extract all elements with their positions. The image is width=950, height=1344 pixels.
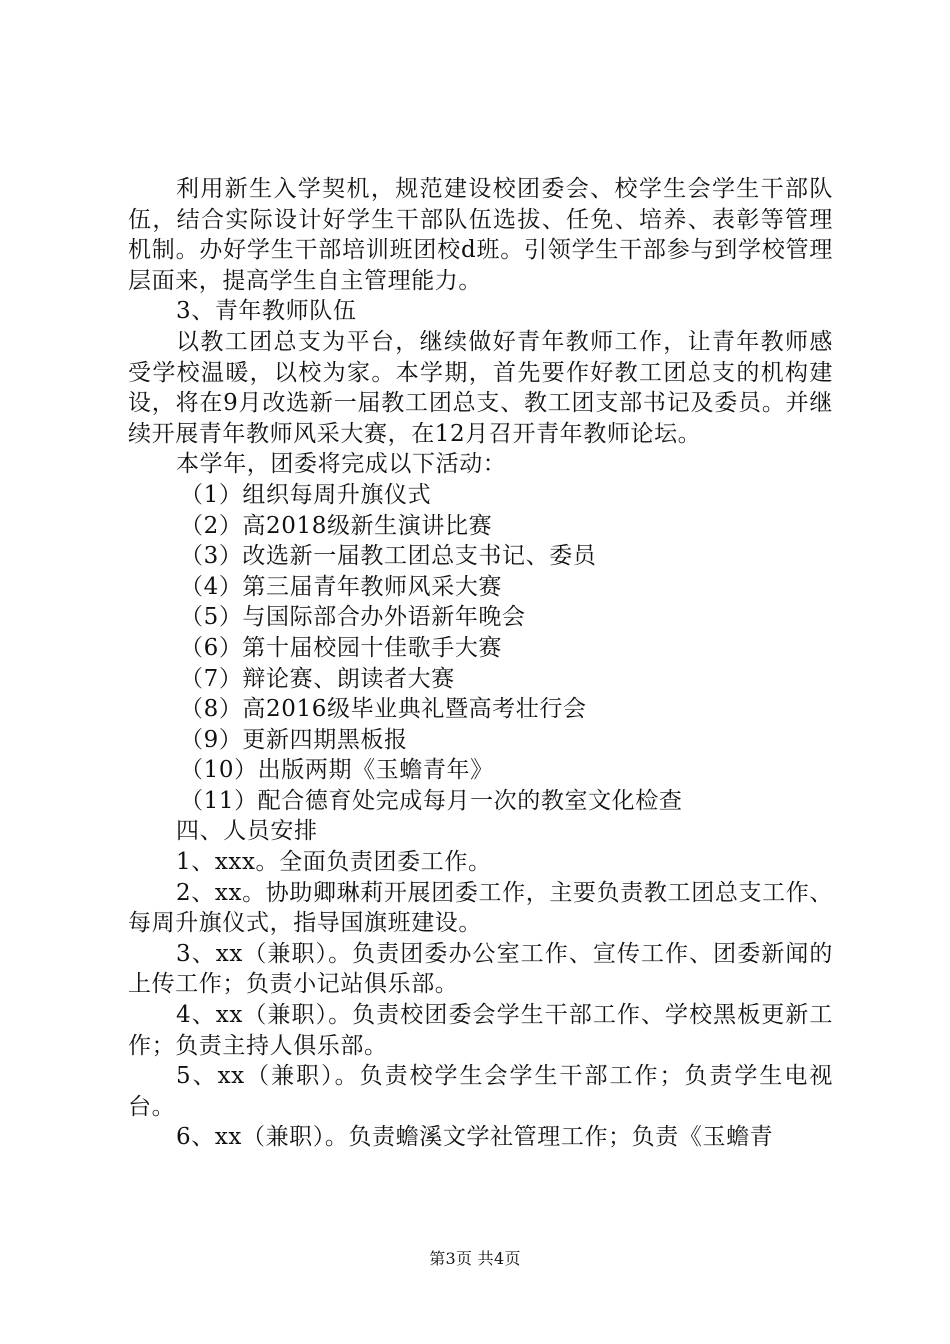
activity-list <box>128 480 833 817</box>
list-item: （11）配合德育处完成每月一次的教室文化检查 <box>180 787 683 814</box>
heading-young-teachers: 3、青年教师队伍 <box>176 298 357 325</box>
paragraph-student-cadres: 利用新生入学契机，规范建设校团委会、校学生会学生干部队伍，结合实际设计好学生干部队伍选拔、任免、培养、表彰等管理机制。办好学生干部培训班团校d班。引领学生干部参与到学校管理层面来，提高学生自主管理能力。 <box>128 176 833 294</box>
list-item: （2）高2018级新生演讲比赛 <box>180 512 493 539</box>
list-item: （8）高2016级毕业典礼暨高考壮行会 <box>180 696 587 723</box>
list-item: （10）出版两期《玉蟾青年》 <box>180 757 494 784</box>
paragraph-staff-3: 3、xx（兼职）。负责团委办公室工作、宣传工作、团委新闻的上传工作；负责小记站俱乐部。 <box>128 940 833 998</box>
paragraph-staff-4: 4、xx（兼职）。负责校团委会学生干部工作、学校黑板更新工作；负责主持人俱乐部。 <box>128 1002 833 1059</box>
list-item: （4）第三届青年教师风采大赛 <box>180 573 503 600</box>
paragraph-staff-1: 1、xxx。全面负责团委工作。 <box>176 849 492 876</box>
list-item: （1）组织每周升旗仪式 <box>180 481 432 508</box>
list-item: （9）更新四期黑板报 <box>180 726 408 753</box>
list-item: （5）与国际部合办外语新年晚会 <box>180 604 526 631</box>
paragraph-staff-6: 6、xx（兼职）。负责蟾溪文学社管理工作；负责《玉蟾青 <box>176 1124 774 1151</box>
paragraph-staff-2: 2、xx。协助卿琳莉开展团委工作，主要负责教工团总支工作、每周升旗仪式，指导国旗班建设。 <box>128 879 833 937</box>
list-item: （6）第十届校园十佳歌手大赛 <box>180 634 503 661</box>
list-item: （7）辩论赛、朗读者大赛 <box>180 665 455 692</box>
paragraph-young-teachers: 以教工团总支为平台，继续做好青年教师工作，让青年教师感受学校温暖，以校为家。本学期，首先要作好教工团总支的机构建设，将在9月改选新一届教工团总支、教工团支部书记及委员。并继续开展青年教师风采大赛，在12月召开青年教师论坛。 <box>128 328 833 447</box>
paragraph-activities-intro: 本学年，团委将完成以下活动： <box>176 451 507 478</box>
list-item: （3）改选新一届教工团总支书记、委员 <box>180 543 597 570</box>
heading-staff-arrangement: 四、人员安排 <box>176 818 318 845</box>
document-body <box>128 174 833 1153</box>
paragraph-staff-5: 5、xx（兼职）。负责校学生会学生干部工作；负责学生电视台。 <box>128 1063 833 1120</box>
page-number-footer: 第3页 共4页 <box>429 1249 521 1268</box>
